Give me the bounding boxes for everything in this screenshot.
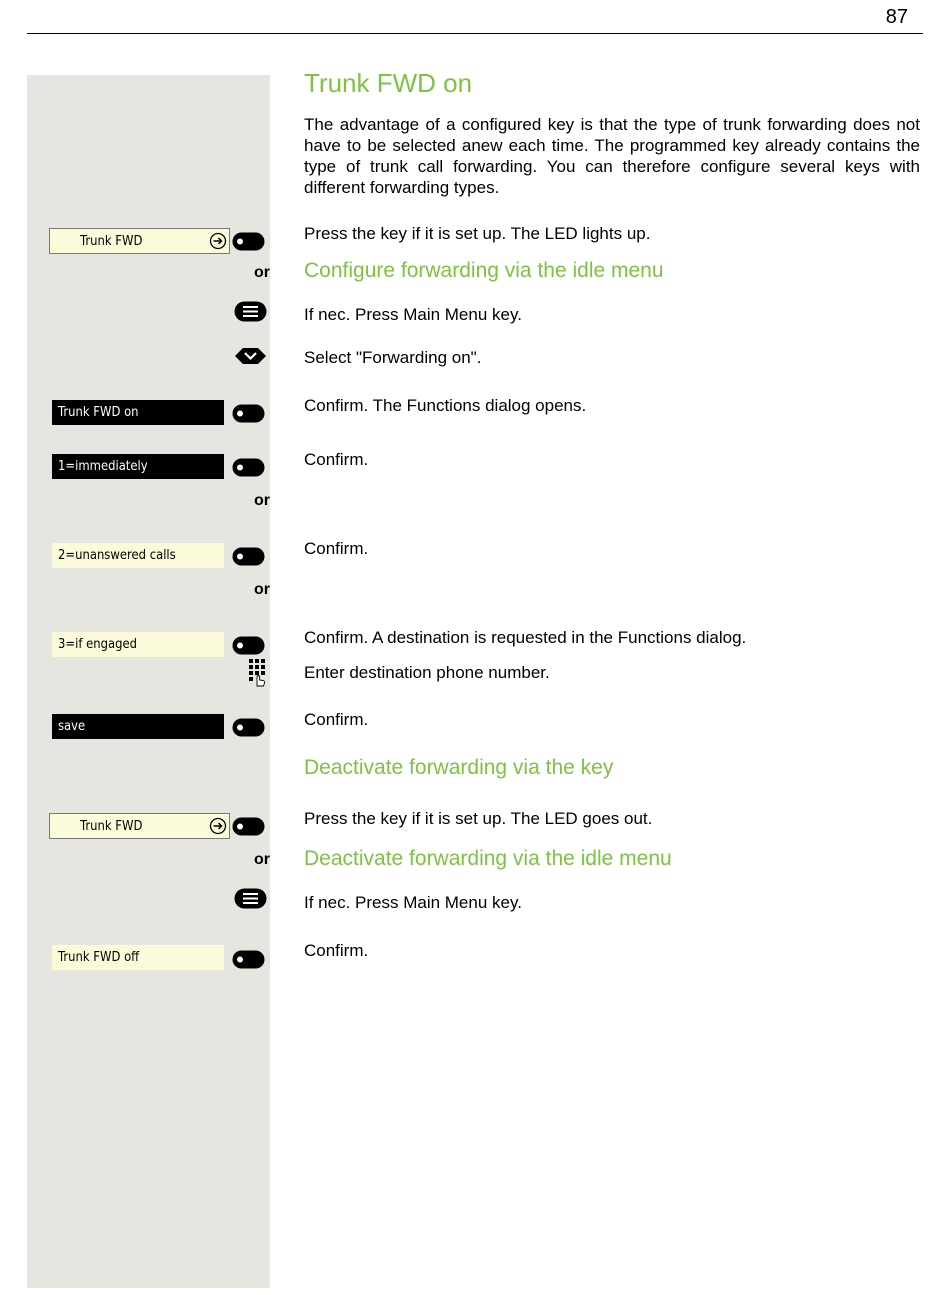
or-label: or — [254, 492, 270, 509]
header-divider — [27, 33, 923, 34]
trunk-fwd-function-key[interactable] — [49, 228, 230, 254]
display-if-engaged[interactable]: 3=if engaged — [52, 632, 224, 657]
page-number: 87 — [885, 6, 908, 28]
softkey-button-icon[interactable] — [232, 718, 265, 737]
or-label: or — [254, 581, 270, 598]
step-select-forwarding: Select "Forwarding on". — [304, 348, 482, 367]
trunk-fwd-function-key[interactable] — [49, 813, 230, 839]
or-label: or — [254, 264, 270, 281]
softkey-button-icon[interactable] — [232, 817, 265, 836]
heading-deactivate-idle-menu: Deactivate forwarding via the idle menu — [304, 847, 672, 870]
step-confirm-functions: Confirm. The Functions dialog opens. — [304, 396, 587, 415]
main-menu-key-icon[interactable] — [234, 888, 267, 909]
softkey-button-icon[interactable] — [232, 458, 265, 477]
softkey-button-icon[interactable] — [232, 636, 265, 655]
display-save[interactable]: save — [52, 714, 224, 739]
page-title: Trunk FWD on — [304, 68, 473, 98]
step-confirm-save: Confirm. — [304, 710, 369, 729]
softkey-button-icon[interactable] — [232, 547, 265, 566]
step-press-key-off: Press the key if it is set up. The LED goes out. — [304, 809, 653, 828]
display-immediately[interactable]: 1=immediately — [52, 454, 224, 479]
arrow-right-circle-icon — [209, 817, 227, 835]
main-menu-key-icon[interactable] — [234, 301, 267, 322]
display-unanswered-calls[interactable]: 2=unanswered calls — [52, 543, 224, 568]
navigator-down-icon[interactable] — [234, 346, 267, 366]
dial-keypad-icon[interactable] — [248, 658, 268, 688]
sidebar-panel — [27, 75, 270, 1288]
step-confirm-immediately: Confirm. — [304, 450, 369, 469]
step-confirm-destination: Confirm. A destination is requested in the Functions dialog. — [304, 628, 747, 647]
arrow-right-circle-icon — [209, 232, 227, 250]
softkey-button-icon[interactable] — [232, 232, 265, 251]
or-label: or — [254, 851, 270, 868]
step-confirm-unanswered: Confirm. — [304, 539, 369, 558]
softkey-button-icon[interactable] — [232, 404, 265, 423]
step-confirm-off: Confirm. — [304, 941, 369, 960]
step-main-menu-2: If nec. Press Main Menu key. — [304, 893, 522, 912]
key-label: Trunk FWD — [80, 818, 143, 834]
intro-paragraph: The advantage of a configured key is that the type of trunk forwarding does not have to be selected anew each time. The programmed key already contains the type of trunk call forwarding. You can therefore configure several keys with different forwarding types. — [304, 115, 920, 197]
step-main-menu-1: If nec. Press Main Menu key. — [304, 305, 522, 324]
step-enter-number: Enter destination phone number. — [304, 663, 550, 682]
display-trunk-fwd-off[interactable]: Trunk FWD off — [52, 945, 224, 970]
heading-configure-idle-menu: Configure forwarding via the idle menu — [304, 259, 664, 282]
key-label: Trunk FWD — [80, 233, 143, 249]
heading-deactivate-key: Deactivate forwarding via the key — [304, 756, 614, 779]
softkey-button-icon[interactable] — [232, 950, 265, 969]
display-trunk-fwd-on[interactable]: Trunk FWD on — [52, 400, 224, 425]
step-press-key-on: Press the key if it is set up. The LED lights up. — [304, 224, 651, 243]
